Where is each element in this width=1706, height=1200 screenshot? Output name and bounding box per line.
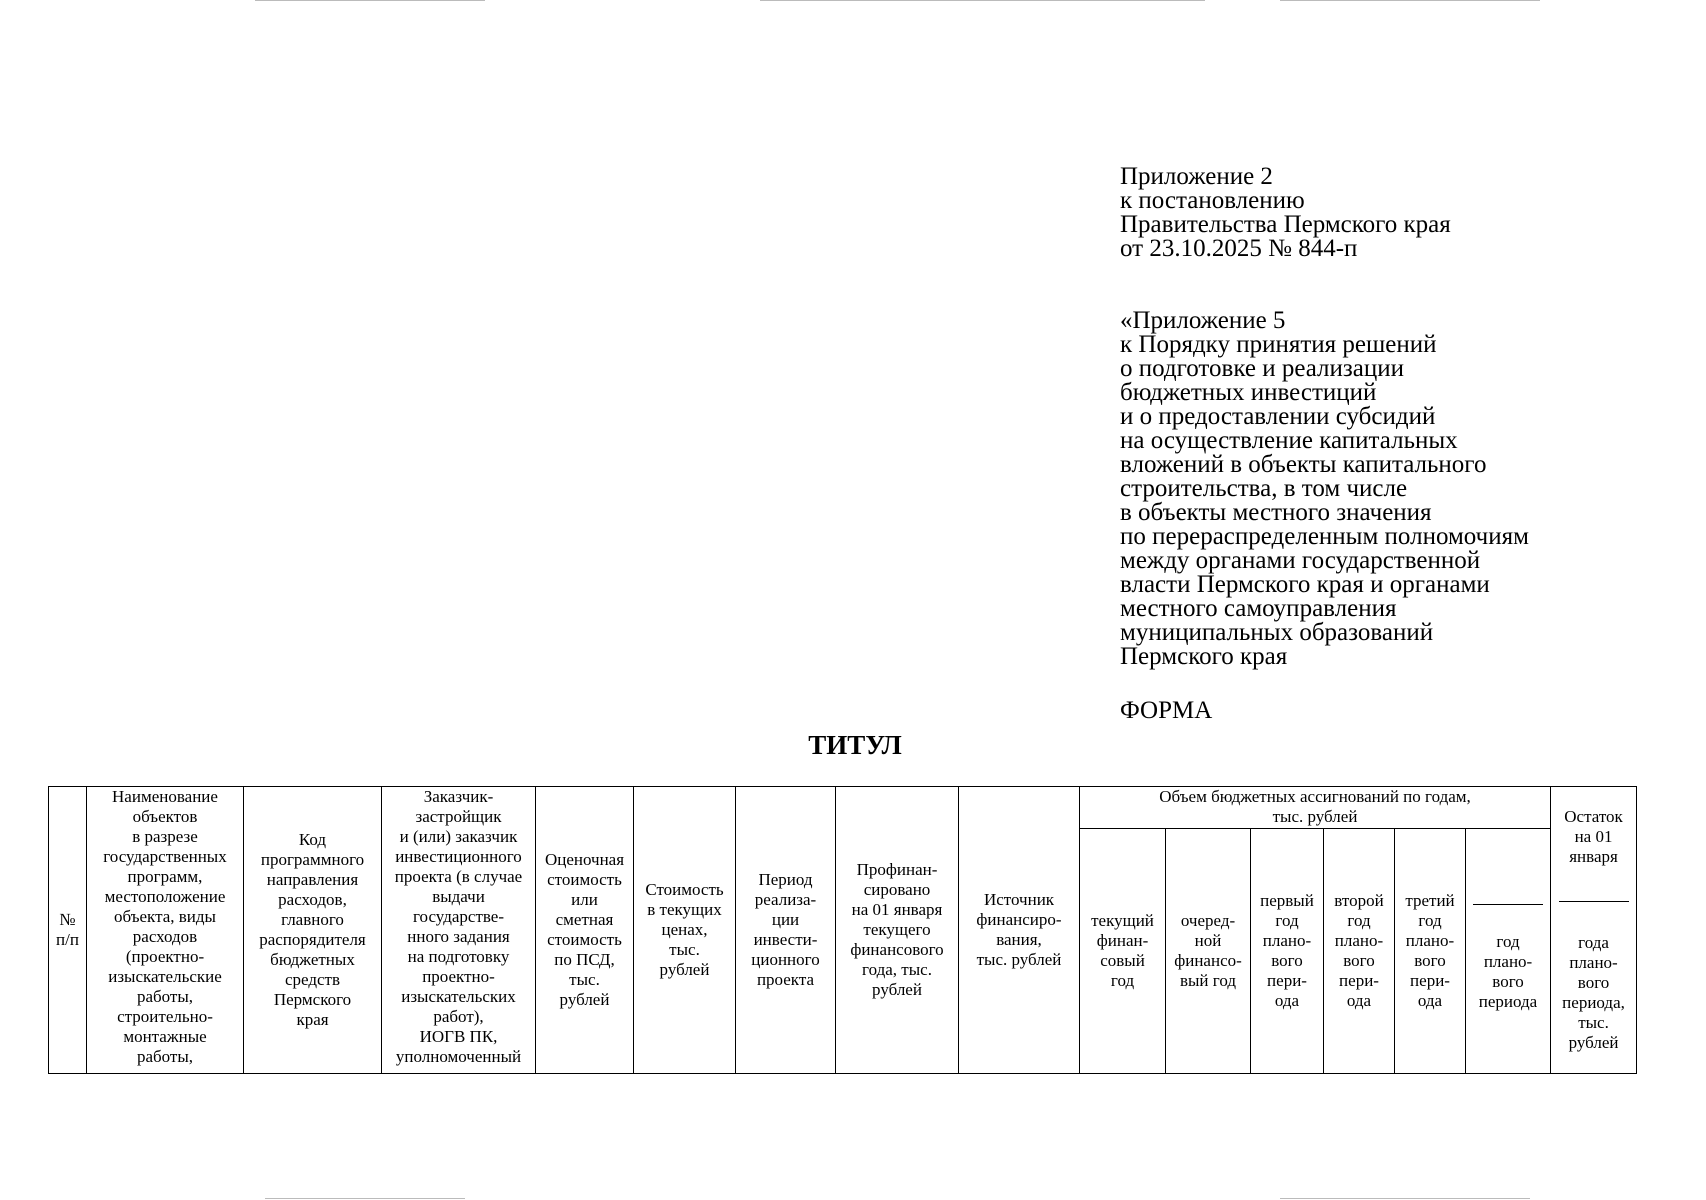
header-block <box>1120 165 1680 723</box>
order-line: муниципальных образований <box>1120 619 1434 646</box>
subheader-next-year: очеред- ной финансо- вый год <box>1166 829 1251 1074</box>
subheader-first-plan-year: первый год плано- вого пери- ода <box>1251 829 1324 1074</box>
remainder-top-text: Остаток на 01 января <box>1564 807 1623 866</box>
scan-edge-mark <box>1280 1198 1530 1199</box>
appendix-line: Правительства Пермского края <box>1120 211 1451 238</box>
header-cell-budget-group: Объем бюджетных ассигнований по годам, тыс. рублей <box>1080 787 1551 829</box>
subheader-current-year: текущий финан- совый год <box>1080 829 1166 1074</box>
order-line: бюджетных инвестиций <box>1120 379 1377 406</box>
appendix-reference <box>1120 165 1680 261</box>
header-cell-financed: Профинан- сировано на 01 января текущего финансового года, тыс. рублей <box>836 787 959 1074</box>
document-title: ТИТУЛ <box>808 730 902 760</box>
subheader-second-plan-year: второй год плано- вого пери- ода <box>1324 829 1395 1074</box>
order-line: о подготовке и реализации <box>1120 355 1405 382</box>
subheader-third-plan-year: третий год плано- вого пери- ода <box>1395 829 1466 1074</box>
order-line: в объекты местного значения <box>1120 499 1432 526</box>
remainder-bottom-text: года плано- вого периода, тыс. рублей <box>1562 933 1625 1052</box>
order-line: на осуществление капитальных <box>1120 427 1458 454</box>
order-line: вложений в объекты капитального <box>1120 451 1487 478</box>
appendix-line: от 23.10.2025 № 844-п <box>1120 235 1358 262</box>
blank-year-field <box>1473 890 1543 905</box>
order-line: «Приложение 5 <box>1120 307 1286 334</box>
blank-year-field <box>1559 887 1629 902</box>
titul-table <box>48 786 1637 1074</box>
order-line: строительства, в том числе <box>1120 475 1408 502</box>
blank-plan-year-text: год плано- вого периода <box>1478 932 1538 1011</box>
order-line: и о предоставлении субсидий <box>1120 403 1436 430</box>
header-cell-program-code: Код программного направления расходов, главного распорядителя бюджетных средств Пермского края <box>244 787 382 1074</box>
scan-edge-mark <box>265 1198 465 1199</box>
header-cell-period: Период реализа- ции инвести- ционного проекта <box>736 787 836 1074</box>
header-cell-object-name: Наименование объектов в разрезе государственных программ, местоположение объекта, виды расходов (проектно- изыскательские работы, строительно- монтажные работы, <box>87 787 244 1074</box>
order-line: между органами государственной <box>1120 547 1481 574</box>
appendix-line: Приложение 2 <box>1120 163 1273 190</box>
order-line: по перераспределенным полномочиям <box>1120 523 1529 550</box>
header-cell-customer: Заказчик- застройщик и (или) заказчик инвестиционного проекта (в случае выдачи государстве- нного задания на подготовку проектно- изыскательских работ), ИОГВ ПК, уполномоченный <box>382 787 536 1074</box>
order-line: власти Пермского края и органами <box>1120 571 1490 598</box>
header-cell-number: № п/п <box>49 787 87 1074</box>
order-reference <box>1120 309 1680 669</box>
order-line: Пермского края <box>1120 643 1288 670</box>
appendix-line: к постановлению <box>1120 187 1305 214</box>
scan-edge-mark <box>255 0 485 1</box>
form-label: ФОРМА <box>1120 697 1213 724</box>
header-cell-current-price: Стоимость в текущих ценах, тыс. рублей <box>634 787 736 1074</box>
header-cell-remainder <box>1551 787 1637 1074</box>
header-cell-estimated-cost: Оценочная стоимость или сметная стоимость по ПСД, тыс. рублей <box>536 787 634 1074</box>
order-line: к Порядку принятия решений <box>1120 331 1437 358</box>
order-line: местного самоуправления <box>1120 595 1397 622</box>
header-cell-funding-source: Источник финансиро- вания, тыс. рублей <box>959 787 1080 1074</box>
scan-edge-mark <box>1280 0 1540 1</box>
subheader-blank-plan-year <box>1466 829 1551 1074</box>
scan-edge-mark <box>760 0 1205 1</box>
